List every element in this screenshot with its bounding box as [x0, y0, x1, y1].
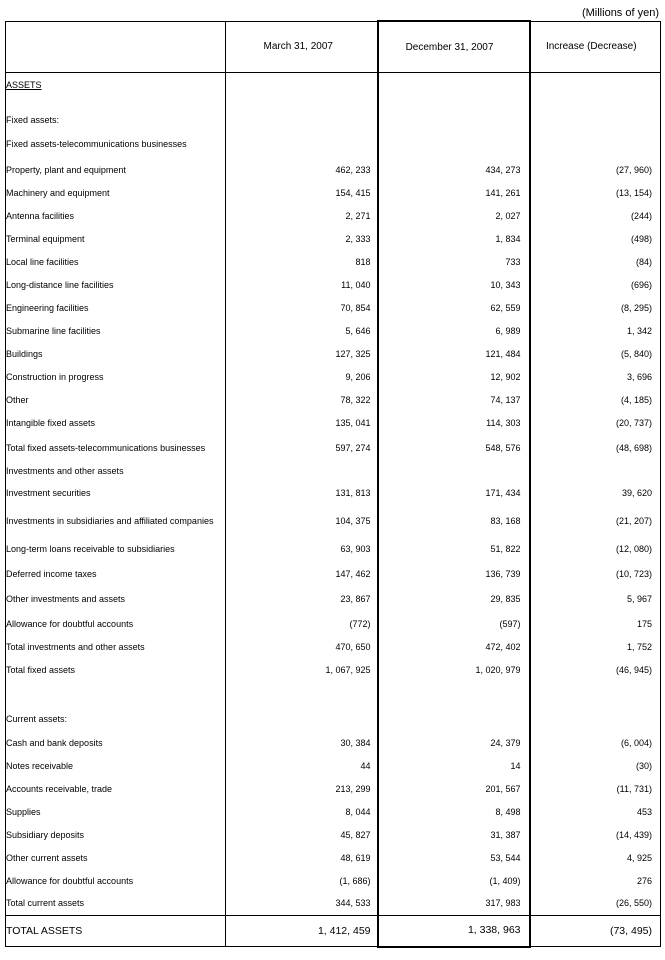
value-change	[530, 99, 661, 111]
value-march: 44	[226, 755, 378, 778]
row-label: Construction in progress	[6, 366, 226, 389]
table-row	[6, 732, 661, 755]
value-december: 31, 387	[378, 824, 530, 847]
value-change: (8, 295)	[530, 297, 661, 320]
value-december: 1, 020, 979	[378, 659, 530, 682]
row-label: Allowance for doubtful accounts	[6, 870, 226, 893]
table-row	[6, 847, 661, 870]
value-march: 1, 067, 925	[226, 659, 378, 682]
value-december: 141, 261	[378, 182, 530, 205]
value-change: (13, 154)	[530, 182, 661, 205]
unit-note: (Millions of yen)	[581, 7, 659, 19]
value-march: 23, 867	[226, 586, 378, 613]
value-march: 70, 854	[226, 297, 378, 320]
table-row	[6, 99, 661, 111]
value-change: (48, 698)	[530, 435, 661, 463]
value-march: 45, 827	[226, 824, 378, 847]
value-december: 29, 835	[378, 586, 530, 613]
row-label: Subsidiary deposits	[6, 824, 226, 847]
value-change: (20, 737)	[530, 412, 661, 435]
row-label: Other current assets	[6, 847, 226, 870]
value-december: 51, 822	[378, 536, 530, 564]
value-december: 136, 739	[378, 564, 530, 586]
value-change: (30)	[530, 755, 661, 778]
value-march	[226, 682, 378, 708]
value-march: 30, 384	[226, 732, 378, 755]
table-row	[6, 111, 661, 131]
value-december: 472, 402	[378, 636, 530, 659]
table-row	[6, 412, 661, 435]
value-december: 317, 983	[378, 893, 530, 916]
value-change: 1, 752	[530, 636, 661, 659]
value-change: 39, 620	[530, 480, 661, 508]
table-row	[6, 251, 661, 274]
value-march: 78, 322	[226, 389, 378, 412]
value-march: 135, 041	[226, 412, 378, 435]
value-december: (1, 409)	[378, 870, 530, 893]
value-december: 53, 544	[378, 847, 530, 870]
value-change: (244)	[530, 205, 661, 228]
row-label: Fixed assets:	[6, 111, 226, 131]
value-march: 818	[226, 251, 378, 274]
row-label: Buildings	[6, 343, 226, 366]
header-row	[6, 21, 661, 73]
row-label: Terminal equipment	[6, 228, 226, 251]
value-december: 733	[378, 251, 530, 274]
table-row	[6, 870, 661, 893]
value-change	[530, 131, 661, 159]
table-row	[6, 564, 661, 586]
value-change: (498)	[530, 228, 661, 251]
row-label: Total current assets	[6, 893, 226, 916]
table-row	[6, 159, 661, 182]
value-december: 2, 027	[378, 205, 530, 228]
value-change: 4, 925	[530, 847, 661, 870]
table-row	[6, 893, 661, 916]
value-december	[378, 73, 530, 99]
row-label: Other	[6, 389, 226, 412]
balance-sheet-table	[5, 20, 661, 948]
table-row	[6, 463, 661, 480]
table-row	[6, 435, 661, 463]
value-change	[530, 463, 661, 480]
table-row	[6, 297, 661, 320]
row-label: Long-distance line facilities	[6, 274, 226, 297]
table-row	[6, 708, 661, 732]
table-row	[6, 274, 661, 297]
value-march: 127, 325	[226, 343, 378, 366]
value-change: 1, 342	[530, 320, 661, 343]
value-change: (73, 495)	[530, 916, 661, 947]
row-label: Supplies	[6, 801, 226, 824]
value-march: 104, 375	[226, 508, 378, 536]
table-row	[6, 824, 661, 847]
value-march: 9, 206	[226, 366, 378, 389]
value-march: 63, 903	[226, 536, 378, 564]
table-row	[6, 73, 661, 99]
value-change: (26, 550)	[530, 893, 661, 916]
value-december: 121, 484	[378, 343, 530, 366]
value-change	[530, 708, 661, 732]
table-row	[6, 613, 661, 636]
row-label: Investments and other assets	[6, 463, 226, 480]
value-march: 131, 813	[226, 480, 378, 508]
value-change: (696)	[530, 274, 661, 297]
value-march: 470, 650	[226, 636, 378, 659]
value-march	[226, 111, 378, 131]
value-march: 344, 533	[226, 893, 378, 916]
table-row	[6, 343, 661, 366]
header-december-2007: December 31, 2007	[378, 21, 530, 73]
value-december: 24, 379	[378, 732, 530, 755]
value-december: 10, 343	[378, 274, 530, 297]
row-label: Long-term loans receivable to subsidiaries	[6, 536, 226, 564]
value-march	[226, 73, 378, 99]
table-row	[6, 801, 661, 824]
value-march: 462, 233	[226, 159, 378, 182]
table-row	[6, 480, 661, 508]
value-march: 1, 412, 459	[226, 916, 378, 947]
value-december: 171, 434	[378, 480, 530, 508]
value-change: (27, 960)	[530, 159, 661, 182]
value-change: (6, 004)	[530, 732, 661, 755]
table-row	[6, 755, 661, 778]
value-change: 453	[530, 801, 661, 824]
row-label: Cash and bank deposits	[6, 732, 226, 755]
table-row	[6, 778, 661, 801]
table-row	[6, 228, 661, 251]
value-december: 8, 498	[378, 801, 530, 824]
value-december: 62, 559	[378, 297, 530, 320]
value-december: 14	[378, 755, 530, 778]
value-march: 154, 415	[226, 182, 378, 205]
value-change: 276	[530, 870, 661, 893]
value-december: 12, 902	[378, 366, 530, 389]
row-label: Investment securities	[6, 480, 226, 508]
table-row	[6, 320, 661, 343]
value-december: 1, 834	[378, 228, 530, 251]
value-march	[226, 131, 378, 159]
value-december	[378, 131, 530, 159]
value-march: (772)	[226, 613, 378, 636]
value-march: 2, 333	[226, 228, 378, 251]
row-label: Intangible fixed assets	[6, 412, 226, 435]
value-march: 213, 299	[226, 778, 378, 801]
value-march	[226, 99, 378, 111]
value-march	[226, 708, 378, 732]
value-change: (84)	[530, 251, 661, 274]
row-label: Other investments and assets	[6, 586, 226, 613]
row-label	[6, 99, 226, 111]
row-label: Total fixed assets	[6, 659, 226, 682]
value-december: (597)	[378, 613, 530, 636]
value-march: 147, 462	[226, 564, 378, 586]
row-label: Fixed assets-telecommunications businesses	[6, 131, 226, 159]
row-label: Property, plant and equipment	[6, 159, 226, 182]
value-change: (12, 080)	[530, 536, 661, 564]
value-december: 434, 273	[378, 159, 530, 182]
value-march	[226, 463, 378, 480]
table-row	[6, 182, 661, 205]
row-label: Investments in subsidiaries and affiliated companies	[6, 508, 226, 536]
row-label: Submarine line facilities	[6, 320, 226, 343]
value-change: (4, 185)	[530, 389, 661, 412]
row-label: ASSETS	[6, 73, 226, 99]
value-march: 5, 646	[226, 320, 378, 343]
value-december	[378, 708, 530, 732]
table-row	[6, 205, 661, 228]
value-december	[378, 682, 530, 708]
row-label: Local line facilities	[6, 251, 226, 274]
row-label: Engineering facilities	[6, 297, 226, 320]
value-december: 114, 303	[378, 412, 530, 435]
table-row	[6, 508, 661, 536]
row-label: Machinery and equipment	[6, 182, 226, 205]
value-change: (14, 439)	[530, 824, 661, 847]
value-march: 11, 040	[226, 274, 378, 297]
row-label: Current assets:	[6, 708, 226, 732]
value-march: (1, 686)	[226, 870, 378, 893]
value-change: (46, 945)	[530, 659, 661, 682]
value-change: (5, 840)	[530, 343, 661, 366]
row-label: Total investments and other assets	[6, 636, 226, 659]
value-change: (11, 731)	[530, 778, 661, 801]
table-row	[6, 536, 661, 564]
value-change	[530, 73, 661, 99]
value-december: 6, 989	[378, 320, 530, 343]
header-march-2007: March 31, 2007	[226, 21, 378, 73]
value-change	[530, 682, 661, 708]
value-march: 2, 271	[226, 205, 378, 228]
row-label: Antenna facilities	[6, 205, 226, 228]
value-march: 8, 044	[226, 801, 378, 824]
total-assets-row	[6, 916, 661, 947]
value-march: 597, 274	[226, 435, 378, 463]
value-december: 548, 576	[378, 435, 530, 463]
value-december	[378, 99, 530, 111]
table-row	[6, 659, 661, 682]
value-december	[378, 111, 530, 131]
value-december: 1, 338, 963	[378, 916, 530, 947]
value-change: 3, 696	[530, 366, 661, 389]
row-label: Total fixed assets-telecommunications businesses	[6, 435, 226, 463]
value-december: 83, 168	[378, 508, 530, 536]
table-row	[6, 389, 661, 412]
table-row	[6, 131, 661, 159]
value-change: (21, 207)	[530, 508, 661, 536]
value-december	[378, 463, 530, 480]
value-change	[530, 111, 661, 131]
row-label: Accounts receivable, trade	[6, 778, 226, 801]
header-increase-decrease: Increase (Decrease)	[530, 21, 661, 73]
row-label: Allowance for doubtful accounts	[6, 613, 226, 636]
table-row	[6, 366, 661, 389]
row-label: Notes receivable	[6, 755, 226, 778]
value-change: (10, 723)	[530, 564, 661, 586]
table-row	[6, 682, 661, 708]
value-change: 175	[530, 613, 661, 636]
row-label: TOTAL ASSETS	[6, 916, 226, 947]
table-row	[6, 586, 661, 613]
value-december: 201, 567	[378, 778, 530, 801]
value-march: 48, 619	[226, 847, 378, 870]
table-row	[6, 636, 661, 659]
row-label	[6, 682, 226, 708]
value-december: 74, 137	[378, 389, 530, 412]
header-label	[6, 21, 226, 73]
value-change: 5, 967	[530, 586, 661, 613]
row-label: Deferred income taxes	[6, 564, 226, 586]
